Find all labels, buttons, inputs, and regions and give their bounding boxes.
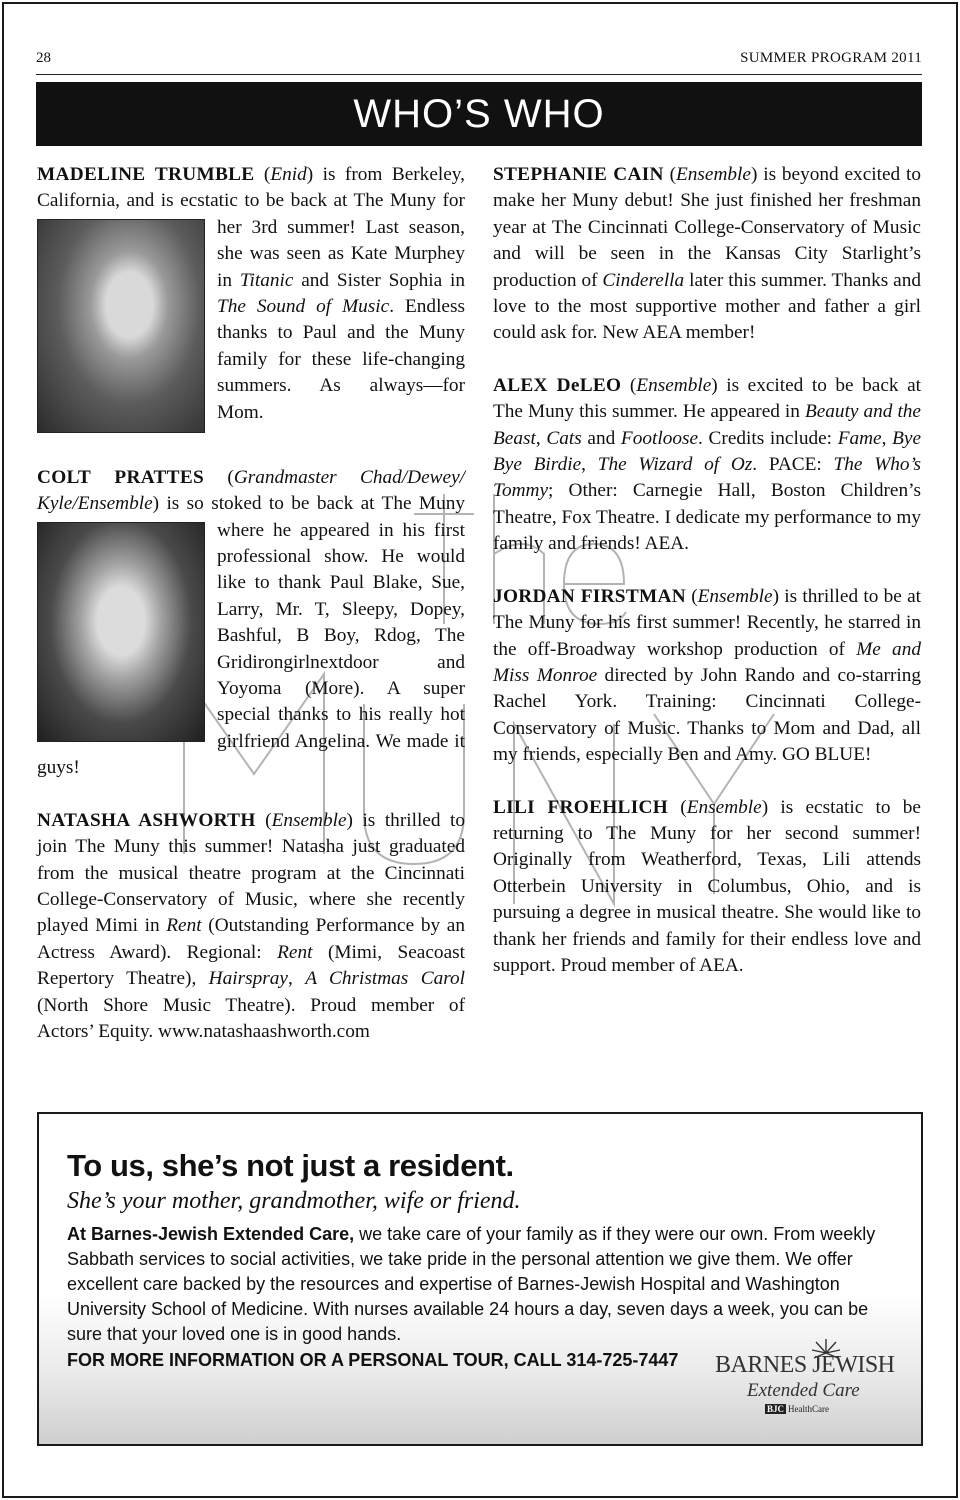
bio-jordan-firstman [493,584,921,769]
bio-name: MADELINE TRUMBLE [37,164,255,185]
bio-stephanie-cain [493,162,921,347]
bio-text: (Ensemble) is thrilled to be at The Muny for his first summer! Recently, he starred in the off-Broadway workshop production of Me and Miss Monroe directed by John Rando and co-starring Rachel York. Training: Cincinnati College-Conservatory of Music. Thanks to Mom and Dad, all my friends, especially Ben and Amy. GO BLUE! [493,585,922,766]
page-number: 28 [36,50,51,66]
bios-right-column [493,162,921,1005]
program-page [2,2,958,1498]
bio-natasha-ashworth [37,808,465,1046]
bio-name: JORDAN FIRSTMAN [493,585,686,607]
bio-name: STEPHANIE CAIN [493,164,664,185]
logo-subtitle: Extended Care [747,1380,860,1401]
barnes-jewish-logo [711,1338,901,1418]
bio-lili-froehlich [493,795,921,980]
bio-colt-prattes [37,465,465,782]
headshot-colt-prattes [37,522,205,742]
bio-text-part2: at The Muny for her 3rd summer! Last season, she was seen as Kate Murphey in Titanic and Sister Sophia in The Sound of Music. Endless thanks to Paul and the Muny family for these life-changing summers. As always—for Mom. [217,190,465,423]
running-header [36,44,922,75]
bio-name: ALEX DeLEO [493,374,622,396]
bio-text: (Ensemble) is thrilled to join The Muny this summer! Natasha just graduated from the musical theatre program at the Cincinnati College-Conservatory of Music, where she recently played Mimi in Rent (Outstanding Performance by an Actress Award). Regional: Rent (Mimi, Seacoast Repertory Theatre), Hairspray, A Christmas Carol (North Shore Music Theatre). Proud member of Actors’ Equity. www.natashaashworth.com [37,809,466,1042]
logo-wordmark: BARNES JEWISH [715,1352,895,1378]
bio-alex-deleo [493,373,921,558]
barnes-jewish-advertisement [37,1112,923,1446]
bio-name: NATASHA ASHWORTH [37,809,256,831]
bio-text: (Ensemble) is ecstatic to be returning to The Muny for her second summer! Originally from Weatherford, Texas, Lili attends Otterbein University in Columbus, Ohio, and is pursuing a degree in musical theatre. She would like to thank her friends and family for their endless love and support. Proud member of AEA. [493,796,921,976]
section-title: WHO’S WHO [36,82,922,146]
bjc-healthcare-mark [765,1404,829,1414]
program-title: SUMMER PROGRAM 2011 [740,50,922,66]
ad-subhead: She’s your mother, grandmother, wife or friend. [67,1188,521,1214]
bjc-healthcare-text: HealthCare [788,1404,829,1414]
headshot-madeline-trumble [37,219,205,433]
bjc-box: BJC [767,1404,785,1414]
bio-text-part1: (Enid) is from Berkeley, California, and is ecstatic to be back [37,164,465,212]
ad-body-text: we take care of your family as if they were our own. From weekly Sabbath services to social activities, we take pride in the personal attention we give them. We offer excellent care backed by the resources and expertise of Barnes-Jewish Hospital and Washington University School of Medicine. With nurses available 24 hours a day, seven days a week, you can be sure that your loved one is in good hands. [67,1224,876,1344]
ad-headline: To us, she’s not just a resident. [67,1148,514,1183]
bio-text: (Ensemble) is beyond excited to make her Muny debut! She just finished her freshman year at The Cincinnati College-Conservatory of Music and will be seen in the Kansas City Starlight’s production of Cinderella later this summer. Thanks and love to the most supportive mother and father a girl could ask for. New AEA member! [493,164,921,344]
ad-body [67,1222,893,1347]
bios-left-column [37,162,465,1071]
ad-body-lead: At Barnes-Jewish Extended Care, [67,1224,355,1244]
bio-text-part2: Muny where he appeared in his first professional show. He would like to thank Paul Blake, Sue, Larry, Mr. T, Sleepy, Dopey, Bashful, B Boy, Rdog, The Gridirongirlnextdoor and Yoyoma (More). A super special thanks to his really hot girlfriend Angelina. We made it guys! [37,493,465,779]
bio-text: (Ensemble) is excited to be back at The Muny this summer. He appeared in Beauty and the Beast, Cats and Footloose. Credits include: Fame, Bye Bye Birdie, The Wizard of Oz. PACE: The Who’s Tommy; Other: Carnegie Hall, Boston Children’s Theatre, Fox Theatre. I dedicate my performance to my family and friends! AEA. [493,374,922,555]
bio-name: LILI FROEHLICH [493,796,669,818]
bio-name: COLT PRATTES [37,466,205,488]
bio-text-part1: (Grandmaster Chad/Dewey/ Kyle/Ensemble) is so stoked to be back at The [37,466,465,515]
ad-call-to-action: FOR MORE INFORMATION OR A PERSONAL TOUR, CALL 314-725-7447 [67,1350,679,1370]
bio-madeline-trumble [37,162,465,439]
